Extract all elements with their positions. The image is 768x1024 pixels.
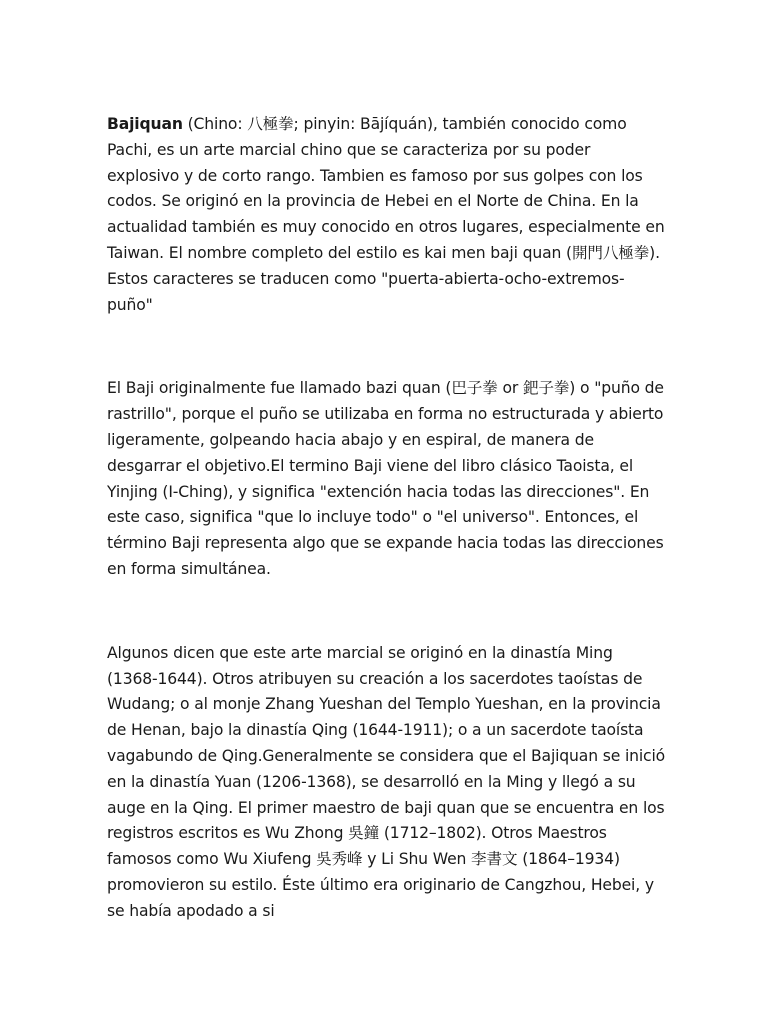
document-page xyxy=(107,112,667,925)
paragraph-history: Algunos dicen que este arte marcial se originó en la dinastía Ming (1368-1644). Otros atribuyen su creación a los sacerdotes taoístas de Wudang; o al monje Zhang Yueshan del Templo Yueshan, en la provincia de Henan, bajo la dinastía Qing (1644-1911); o a un sacerdote taoísta vagabundo de Qing.Generalmente se considera que el Bajiquan se inició en la dinastía Yuan (1206-1368), se desarrolló en la Ming y llegó a su auge en la Qing. El primer maestro de baji quan que se encuentra en los registros escritos es Wu Zhong 吳鐘 (1712–1802). Otros Maestros famosos como Wu Xiufeng 吳秀峰 y Li Shu Wen 李書文 (1864–1934) promovieron su estilo. Éste último era originario de Cangzhou, Hebei, y se había apodado a si xyxy=(107,643,666,920)
paragraph-lead-term: Bajiquan xyxy=(107,115,183,133)
paragraph-intro xyxy=(107,112,667,318)
paragraph-origin-name: El Baji originalmente fue llamado bazi quan (巴子拳 or 鈀子拳) o "puño de rastrillo", porque el puño se utilizaba en forma no estructurada y abierto ligeramente, golpeando hacia abajo y en espiral, de manera de desgarrar el objetivo.El termino Baji viene del libro clásico Taoista, el Yinjing (I-Ching), y significa "extención hacia todas las direcciones". En este caso, significa "que lo incluye todo" o "el universo". Entonces, el término Baji representa algo que se expande hacia todas las direcciones en forma simultánea. xyxy=(107,379,664,578)
paragraph-intro-text: (Chino: 八極拳; pinyin: Bājíquán), también conocido como Pachi, es un arte marcial chino que se caracteriza por su poder explosivo y de corto rango. Tambien es famoso por sus golpes con los codos. Se originó en la provincia de Hebei en el Norte de China. En la actualidad también es muy conocido en otros lugares, especialmente en Taiwan. El nombre completo del estilo es kai men baji quan (開門八極拳). Estos caracteres se traducen como "puerta-abierta-ocho-extremos-puño" xyxy=(107,115,665,314)
